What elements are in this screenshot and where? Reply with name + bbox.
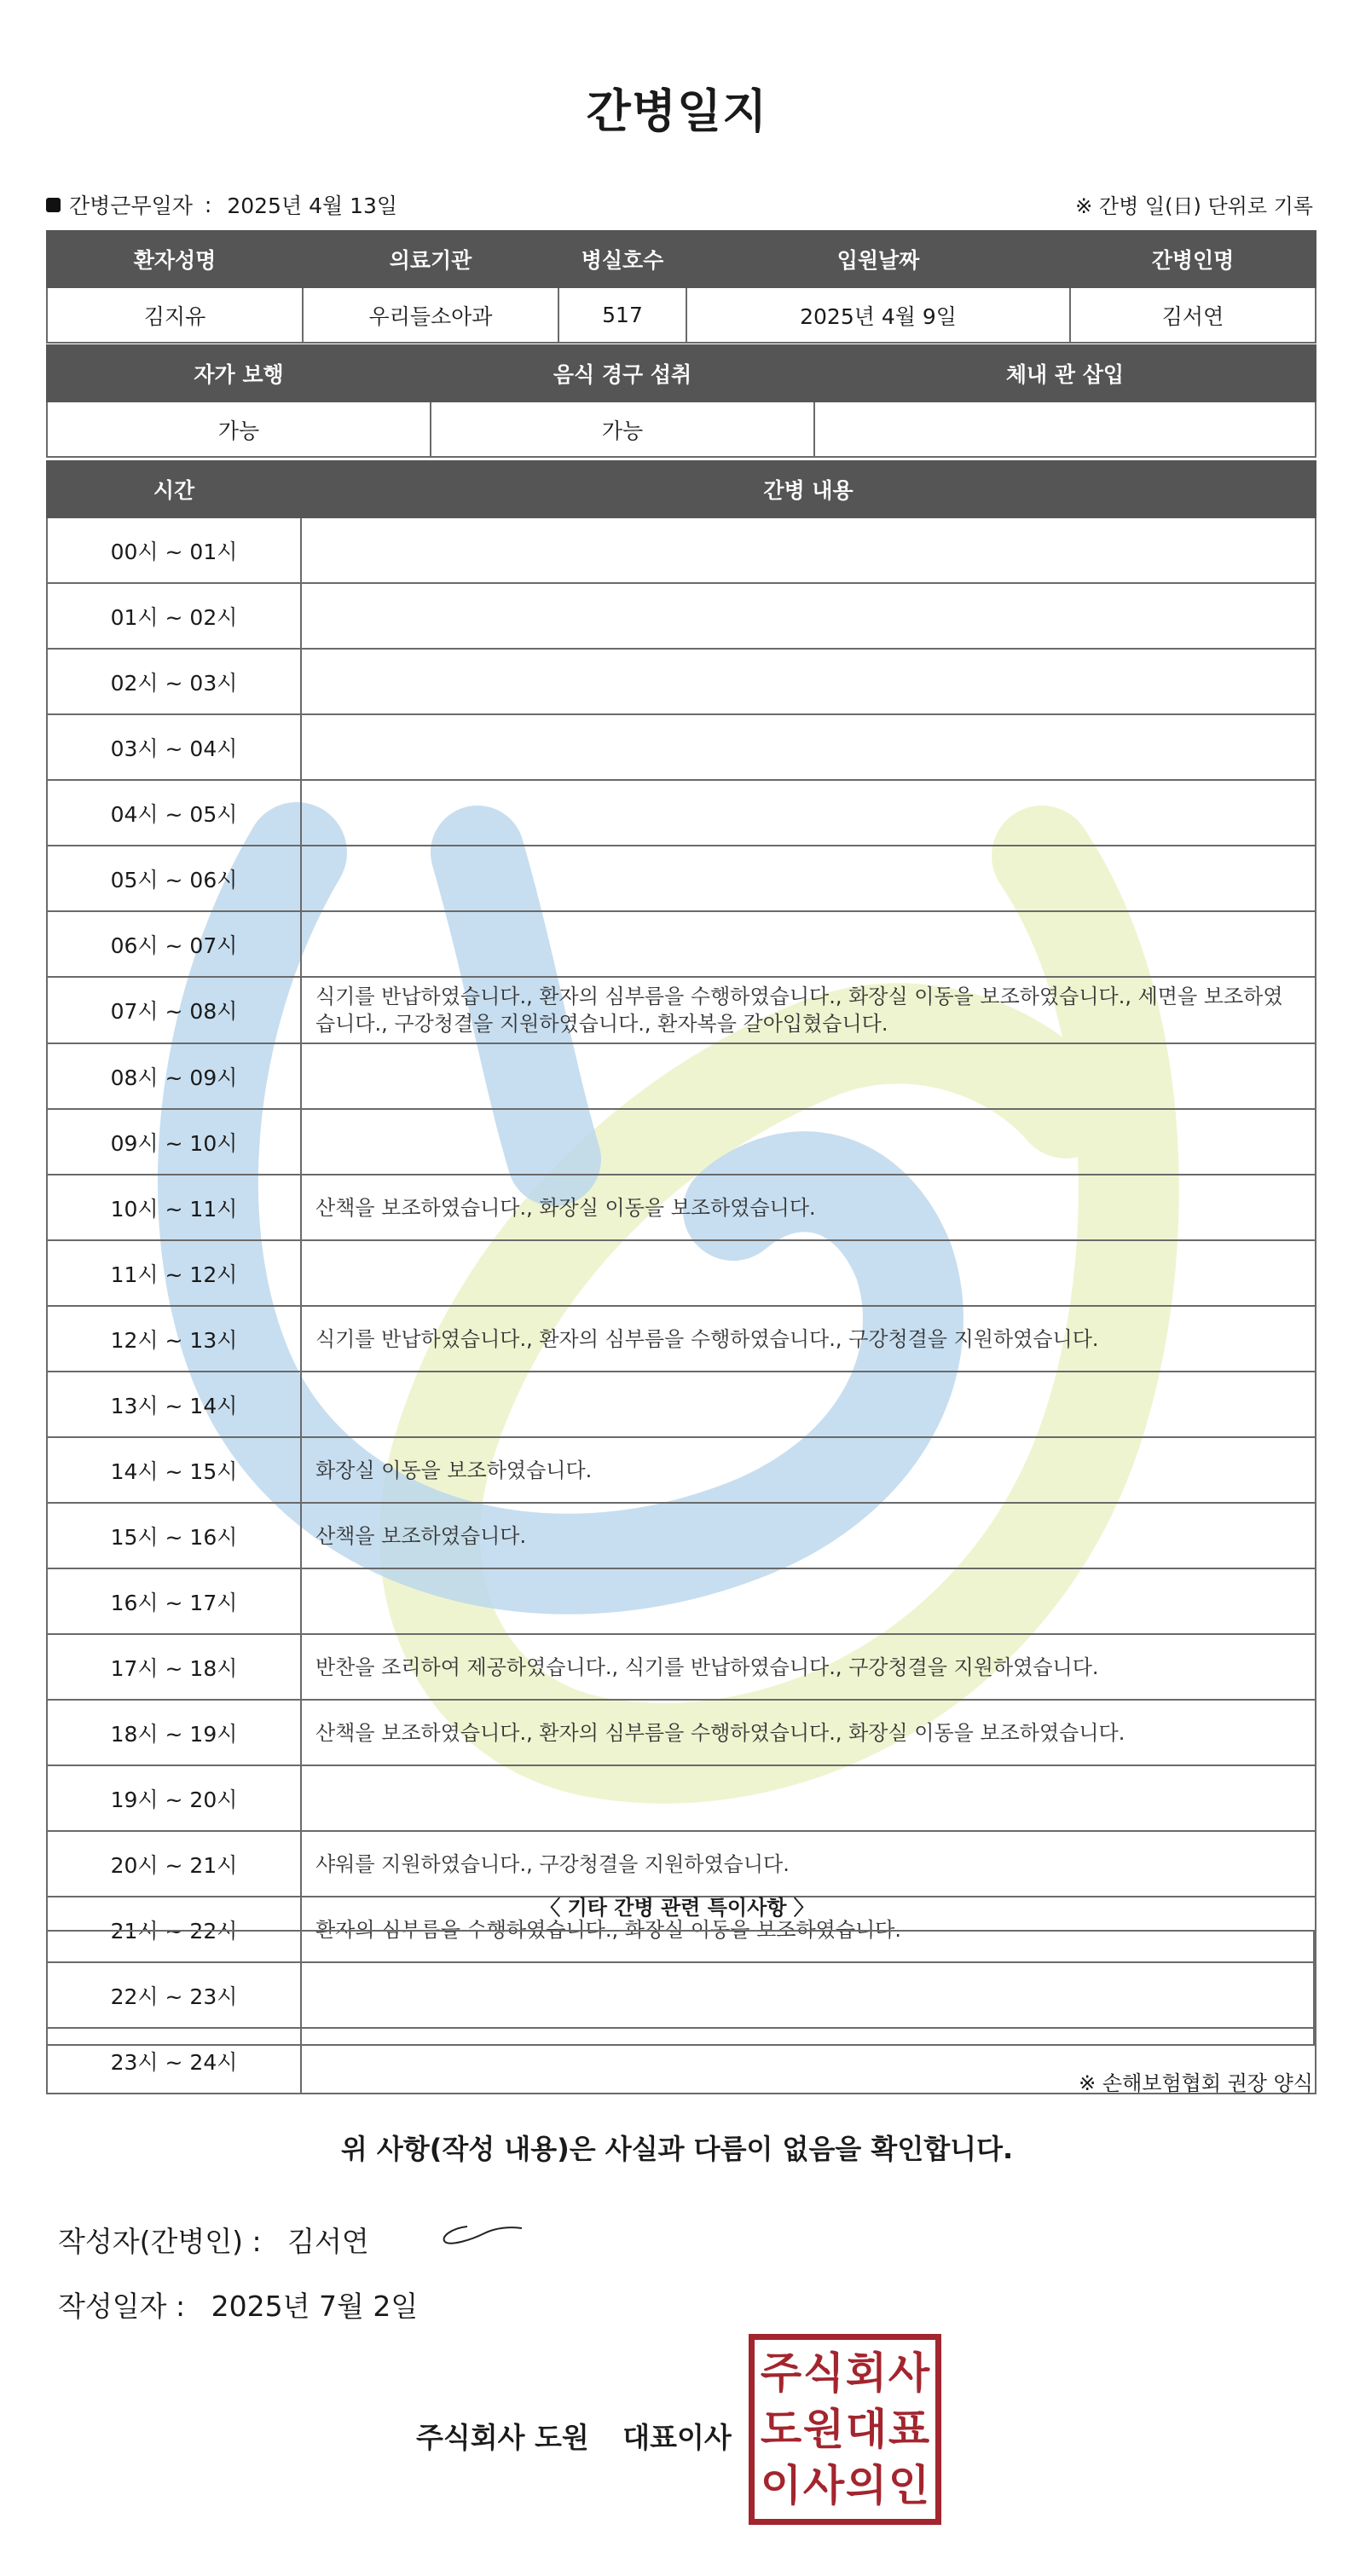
table-row [47, 977, 1316, 1043]
seal-character: 의 [845, 2461, 888, 2510]
confirmation-statement: 위 사항(작성 내용)은 사실과 다름이 없음을 확인합니다. [340, 2133, 1014, 2165]
care-content: 샤워를 지원하였습니다., 구강청결을 지원하였습니다. [301, 1831, 1316, 1897]
seal-character: 주 [760, 2348, 802, 2398]
table-row [47, 911, 1316, 977]
seal-character: 식 [802, 2348, 845, 2398]
square-bullet-icon [46, 198, 61, 212]
care-content: 식기를 반납하였습니다., 환자의 심부름을 수행하였습니다., 화장실 이동을 보조하였습니다., 세면을 보조하였습니다., 구강청결을 지원하였습니다., 환자복을 갈아입혔습니다. [301, 977, 1316, 1043]
care-content: 산책을 보조하였습니다. [301, 1503, 1316, 1568]
record-unit-note: ※ 간병 일(日) 단위로 기록 [1075, 194, 1313, 218]
time-slot: 00시 ~ 01시 [47, 517, 301, 583]
time-slot: 21시 ~ 22시 [47, 1897, 301, 1962]
written-date-label: 작성일자 : [58, 2290, 186, 2323]
table-row [47, 1634, 1316, 1700]
header-care-content: 간병 내용 [301, 461, 1316, 517]
time-slot: 15시 ~ 16시 [47, 1503, 301, 1568]
header-patient-name: 환자성명 [47, 231, 303, 287]
table-row [47, 1175, 1316, 1240]
time-slot: 23시 ~ 24시 [47, 2028, 301, 2094]
time-slot: 11시 ~ 12시 [47, 1240, 301, 1306]
work-date-separator: : [204, 192, 212, 217]
table-row [47, 517, 1316, 583]
seal-character: 표 [888, 2405, 930, 2454]
care-content: 산책을 보조하였습니다., 환자의 심부름을 수행하였습니다., 화장실 이동을 보조하였습니다. [301, 1700, 1316, 1765]
care-content [301, 714, 1316, 780]
header-hospital: 의료기관 [303, 231, 558, 287]
hospital-name: 우리들소아과 [303, 287, 558, 343]
seal-character: 사 [888, 2348, 930, 2398]
care-content [301, 1372, 1316, 1437]
time-slot: 05시 ~ 06시 [47, 846, 301, 911]
care-content [301, 846, 1316, 911]
table-row [47, 1700, 1316, 1765]
written-date-value: 2025년 7월 2일 [211, 2290, 419, 2323]
time-slot: 22시 ~ 23시 [47, 1962, 301, 2028]
time-slot: 16시 ~ 17시 [47, 1568, 301, 1634]
table-row [47, 1437, 1316, 1503]
work-date-value: 2025년 4월 13일 [227, 193, 398, 218]
oral-intake-value: 가능 [431, 401, 814, 457]
table-row [47, 1568, 1316, 1634]
seal-character: 대 [845, 2405, 888, 2454]
header-self-walking: 자가 보행 [47, 345, 431, 401]
time-slot: 14시 ~ 15시 [47, 1437, 301, 1503]
care-content: 화장실 이동을 보조하였습니다. [301, 1437, 1316, 1503]
table-row [47, 583, 1316, 649]
time-slot: 08시 ~ 09시 [47, 1043, 301, 1109]
time-slot: 13시 ~ 14시 [47, 1372, 301, 1437]
time-slot: 17시 ~ 18시 [47, 1634, 301, 1700]
special-notes-title: 〈 기타 간병 관련 특이사항 〉 [540, 1896, 814, 1920]
time-slot: 20시 ~ 21시 [47, 1831, 301, 1897]
signature-image [437, 2220, 525, 2254]
time-slot: 09시 ~ 10시 [47, 1109, 301, 1175]
seal-character: 사 [802, 2461, 845, 2510]
work-date-label: 간병근무일자 [69, 193, 193, 218]
table-row [47, 1765, 1316, 1831]
table-row [47, 1372, 1316, 1437]
care-content: 환자의 심부름을 수행하였습니다., 화장실 이동을 보조하였습니다. [301, 1897, 1316, 1962]
table-row [47, 1109, 1316, 1175]
writer-label: 작성자(간병인) : [58, 2225, 262, 2258]
time-slot: 18시 ~ 19시 [47, 1700, 301, 1765]
time-slot: 03시 ~ 04시 [47, 714, 301, 780]
care-content: 식기를 반납하였습니다., 환자의 심부름을 수행하였습니다., 구강청결을 지원하였습니다. [301, 1306, 1316, 1372]
room-number: 517 [558, 287, 686, 343]
time-slot: 04시 ~ 05시 [47, 780, 301, 846]
time-slot: 10시 ~ 11시 [47, 1175, 301, 1240]
seal-character: 인 [888, 2461, 930, 2510]
care-content [301, 1240, 1316, 1306]
table-row [47, 1240, 1316, 1306]
special-notes-box [46, 1930, 1315, 2046]
writer-name: 김서연 [287, 2225, 369, 2258]
company-role: 대표이사 [622, 2421, 732, 2454]
caregiver-name: 김서연 [1070, 287, 1316, 343]
header-time: 시간 [47, 461, 301, 517]
care-content [301, 583, 1316, 649]
seal-character: 원 [802, 2405, 845, 2454]
care-content [301, 649, 1316, 714]
care-content [301, 1765, 1316, 1831]
written-date-line [58, 2284, 418, 2325]
table-row [47, 1306, 1316, 1372]
table-row [47, 780, 1316, 846]
table-row [47, 649, 1316, 714]
seal-character: 이 [760, 2461, 802, 2510]
header-oral-intake: 음식 경구 섭취 [431, 345, 814, 401]
writer-line [58, 2220, 369, 2260]
header-admission-date: 입원날짜 [686, 231, 1070, 287]
table-row [47, 846, 1316, 911]
care-log-table [46, 460, 1316, 2094]
page-title: 간병일지 [586, 84, 768, 138]
patient-status-table [46, 344, 1316, 458]
care-log-rows [47, 517, 1316, 2094]
time-slot: 19시 ~ 20시 [47, 1765, 301, 1831]
time-slot: 01시 ~ 02시 [47, 583, 301, 649]
care-content [301, 1568, 1316, 1634]
time-slot: 06시 ~ 07시 [47, 911, 301, 977]
time-slot: 07시 ~ 08시 [47, 977, 301, 1043]
care-content: 반찬을 조리하여 제공하였습니다., 식기를 반납하였습니다., 구강청결을 지원하였습니다. [301, 1634, 1316, 1700]
care-content [301, 1043, 1316, 1109]
care-content [301, 517, 1316, 583]
seal-character: 회 [845, 2348, 888, 2398]
work-date-line [46, 189, 397, 220]
care-content: 산책을 보조하였습니다., 화장실 이동을 보조하였습니다. [301, 1175, 1316, 1240]
care-content [301, 780, 1316, 846]
recommended-form-note: ※ 손해보험협회 권장 양식 [1079, 2071, 1313, 2095]
company-line [416, 2416, 732, 2456]
header-caregiver-name: 간병인명 [1070, 231, 1316, 287]
patient-name: 김지유 [47, 287, 303, 343]
self-walking-value: 가능 [47, 401, 431, 457]
header-room-number: 병실호수 [558, 231, 686, 287]
header-tube-insertion: 체내 관 삽입 [814, 345, 1316, 401]
admission-date: 2025년 4월 9일 [686, 287, 1070, 343]
company-seal-stamp [749, 2334, 941, 2525]
table-row [47, 1503, 1316, 1568]
care-content [301, 1109, 1316, 1175]
care-content [301, 911, 1316, 977]
patient-info-table [46, 230, 1316, 344]
table-row [47, 1831, 1316, 1897]
company-name: 주식회사 도원 [416, 2421, 589, 2454]
seal-character: 도 [760, 2405, 802, 2454]
time-slot: 02시 ~ 03시 [47, 649, 301, 714]
table-row [47, 1043, 1316, 1109]
tube-insertion-value [814, 401, 1316, 457]
table-row [47, 714, 1316, 780]
time-slot: 12시 ~ 13시 [47, 1306, 301, 1372]
